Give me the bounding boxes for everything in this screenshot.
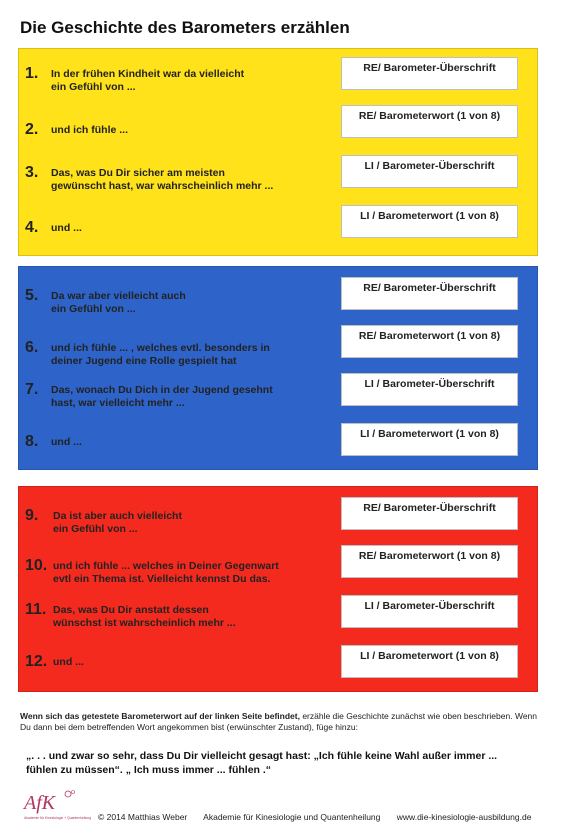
step-number: 1. [25,65,39,82]
step-number: 5. [25,287,39,304]
barometer-label-box: LI / Barometer-Überschrift [341,595,518,628]
step-5 [25,287,335,316]
step-text: Da war aber vielleicht auch ein Gefühl von ... [51,290,186,315]
step-number: 12. [25,653,48,670]
step-text: Das, was Du Dir anstatt dessen wünschst ist wahrscheinlich mehr ... [53,604,236,629]
step-text: und ... [51,436,82,448]
step-3 [25,164,335,193]
logo-ring-icon [65,791,71,797]
step-number: 3. [25,164,39,181]
barometer-label-box: RE/ Barometer-Überschrift [341,57,518,90]
barometer-label-box: LI / Barometerwort (1 von 8) [341,645,518,678]
afk-logo [22,788,92,824]
barometer-label-box: LI / Barometerwort (1 von 8) [341,205,518,238]
barometer-label-box: RE/ Barometerwort (1 von 8) [341,105,518,138]
footer-line [98,812,545,822]
step-text: Das, was Du Dir sicher am meisten gewünscht hast, war wahrscheinlich mehr ... [51,167,274,192]
instruction-note [20,711,540,733]
step-8 [25,433,335,451]
step-text: und ich fühle ... [51,124,128,136]
logo-text: AfK [24,792,56,814]
step-7 [25,381,335,410]
step-number: 4. [25,219,39,236]
section-yellow [18,48,538,256]
step-number: 6. [25,339,39,356]
page-title: Die Geschichte des Barometers erzählen [20,18,350,37]
step-1 [25,65,335,94]
section-red [18,486,538,692]
barometer-label-box: RE/ Barometer-Überschrift [341,277,518,310]
step-number: 10. [25,557,48,574]
section-blue [18,266,538,470]
step-text: und ... [51,222,82,234]
step-text: Da ist aber auch vielleicht ein Gefühl von ... [53,510,182,535]
barometer-label-box: LI / Barometer-Überschrift [341,373,518,406]
copyright-text: © 2014 Matthias Weber [98,812,188,822]
barometer-label-box: RE/ Barometerwort (1 von 8) [341,325,518,358]
step-4 [25,219,335,237]
step-text: und ich fühle ... welches in Deiner Gegenwart evtl ein Thema ist. Vielleicht kennst Du das. [53,560,279,585]
step-text: In der frühen Kindheit war da vielleicht ein Gefühl von ... [51,68,245,93]
step-6 [25,339,335,368]
academy-name: Akademie für Kinesiologie und Quantenheilung [203,812,381,822]
step-2 [25,121,335,139]
barometer-label-box: RE/ Barometerwort (1 von 8) [341,545,518,578]
step-12 [25,653,335,671]
instruction-note-text: erzähle die Geschichte zunächst wie oben beschrieben. Wenn Du dann bei dem betreffenden Wort angekommen bist (erwünschter Zustand), füge hinzu: [20,711,537,732]
logo-tagline: Akademie für Kinesiologie + Quantenheilung [24,816,92,820]
step-number: 7. [25,381,39,398]
step-number: 8. [25,433,39,450]
step-number: 9. [25,507,39,524]
logo-dot-icon [72,791,75,794]
step-text: und ... [53,656,84,668]
step-text: und ich fühle ... , welches evtl. besonders in deiner Jugend eine Rolle gespielt hat [51,342,270,367]
barometer-label-box: LI / Barometer-Überschrift [341,155,518,188]
step-number: 2. [25,121,39,138]
barometer-label-box: LI / Barometerwort (1 von 8) [341,423,518,456]
step-text: Das, wonach Du Dich in der Jugend gesehnt hast, war vielleicht mehr ... [51,384,273,409]
closing-quote: „. . . und zwar so sehr, dass Du Dir vielleicht gesagt hast: „Ich fühle keine Wahl außer immer ... fühlen zu müssen“. „ Ich muss immer ... fühlen .“ [26,750,498,776]
step-10 [25,557,345,586]
step-9 [25,507,335,536]
step-11 [25,601,335,630]
instruction-note-bold: Wenn sich das getestete Barometerwort auf der linken Seite befindet, [20,711,300,721]
website-url: www.die-kinesiologie-ausbildung.de [396,812,532,822]
step-number: 11. [25,601,47,618]
barometer-label-box: RE/ Barometer-Überschrift [341,497,518,530]
